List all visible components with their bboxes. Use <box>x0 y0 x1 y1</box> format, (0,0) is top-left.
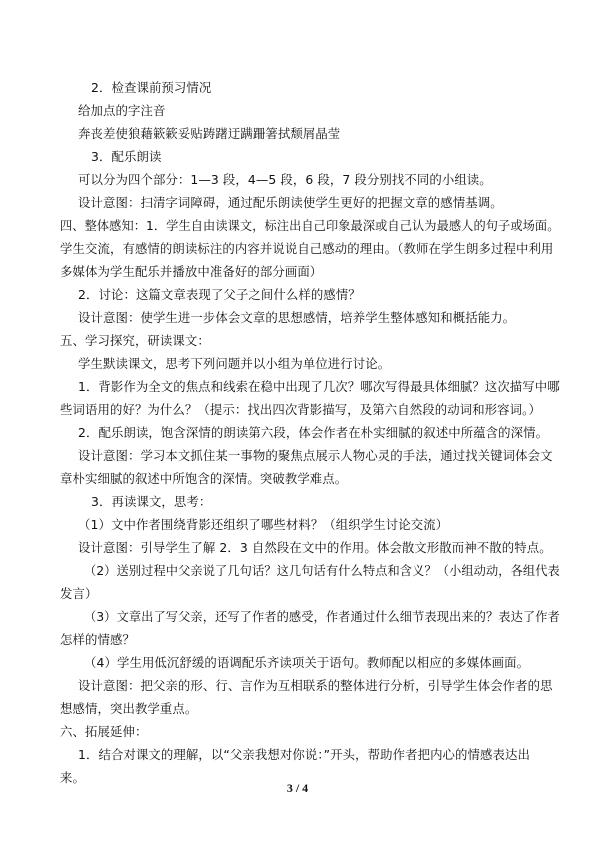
discussion-question: 2．讨论：这篇文章表现了父子之间什么样的感情？ <box>78 287 361 302</box>
section-heading-extension: 六、拓展延伸： <box>60 724 148 739</box>
paragraph-line: 1．背影作为全文的焦点和线索在稳中出现了几次？哪次写得最具体细腻？这次描写中哪 <box>78 379 560 394</box>
paragraph-line: 些词语用的好？为什么？（提示：找出四次背影描写，及第六自然段的动词和形容词。） <box>60 402 541 417</box>
paragraph-line: 2．配乐朗读，饱含深情的朗读第六段，体会作者在朴实细腻的叙述中所蕴含的深情。 <box>78 425 549 440</box>
paragraph-line: 章朴实细腻的叙述中所饱含的深情。突破教学难点。 <box>60 471 348 486</box>
task-instruction: 给加点的字注音 <box>78 103 166 118</box>
paragraph-line: 1．结合对课文的理解，以“父亲我想对你说：”开头，帮助作者把内心的情感表达出 <box>78 747 530 762</box>
paragraph-line: 发言） <box>60 586 98 601</box>
question-item: （2）送别过程中父亲说了几句话？这几句话有什么特点和含义？（小组动动，各组代表 <box>84 563 560 578</box>
vocabulary-list: 奔丧差使狼藉簌簌妥贴踌躇迂蹒跚箸拭颓屑晶莹 <box>78 126 341 141</box>
design-intent-line: 设计意图：学习本文抓住某一事物的聚焦点展示人物心灵的手法，通过找关键词体会文 <box>78 448 553 463</box>
question-item: （3）文章出了写父亲，还写了作者的感受，作者通过什么细节表现出来的？表达了作者 <box>84 609 560 624</box>
section-heading-overall-perception: 四、整体感知：1．学生自由读课文，标注出自己印象最深或自己认为最感人的句子或场面。 <box>60 218 560 233</box>
section-heading-reread: 3．再读课文，思考： <box>91 494 212 509</box>
paragraph-line: 学生默读课文，思考下列问题并以小组为单位进行讨论。 <box>78 356 391 371</box>
design-intent-line: 设计意图：扫清字词障碍，通过配乐朗读使学生更好的把握文章的感情基调。 <box>78 195 503 210</box>
paragraph-line: 想感情，突出教学重点。 <box>60 701 198 716</box>
design-intent-line: 设计意图：使学生进一步体会文章的思想感情，培养学生整体感知和概括能力。 <box>78 310 516 325</box>
paragraph-line: 学生交流，有感情的朗读标注的内容并说说自己感动的理由。（教师在学生朗多过程中利用 <box>60 241 554 256</box>
question-item: （1）文中作者围绕背影还组织了哪些材料？（组织学生讨论交流） <box>78 517 449 532</box>
section-heading-music-reading: 3．配乐朗读 <box>91 149 162 164</box>
paragraph-line: 多媒体为学生配乐并播放中准备好的部分画面） <box>60 264 323 279</box>
section-heading-preview-check: 2．检查课前预习情况 <box>91 80 212 95</box>
design-intent-line: 设计意图：把父亲的形、行、言作为互相联系的整体进行分析，引导学生体会作者的思 <box>78 678 553 693</box>
page-number: 3 / 4 <box>286 781 309 795</box>
design-intent-line: 设计意图：引导学生了解 2．3 自然段在文中的作用。体会散文形散而神不散的特点。 <box>78 540 552 555</box>
question-item: （4）学生用低沉舒缓的语调配乐齐读项关于语句。教师配以相应的多媒体画面。 <box>84 655 530 670</box>
paragraph-line: 来。 <box>60 770 85 785</box>
paragraph-line: 怎样的情感？ <box>60 632 135 647</box>
section-heading-study-explore: 五、学习探究，研读课文： <box>60 333 210 348</box>
paragraph-line: 可以分为四个部分：1—3 段，4—5 段，6 段，7 段分别找不同的小组读。 <box>78 172 492 187</box>
